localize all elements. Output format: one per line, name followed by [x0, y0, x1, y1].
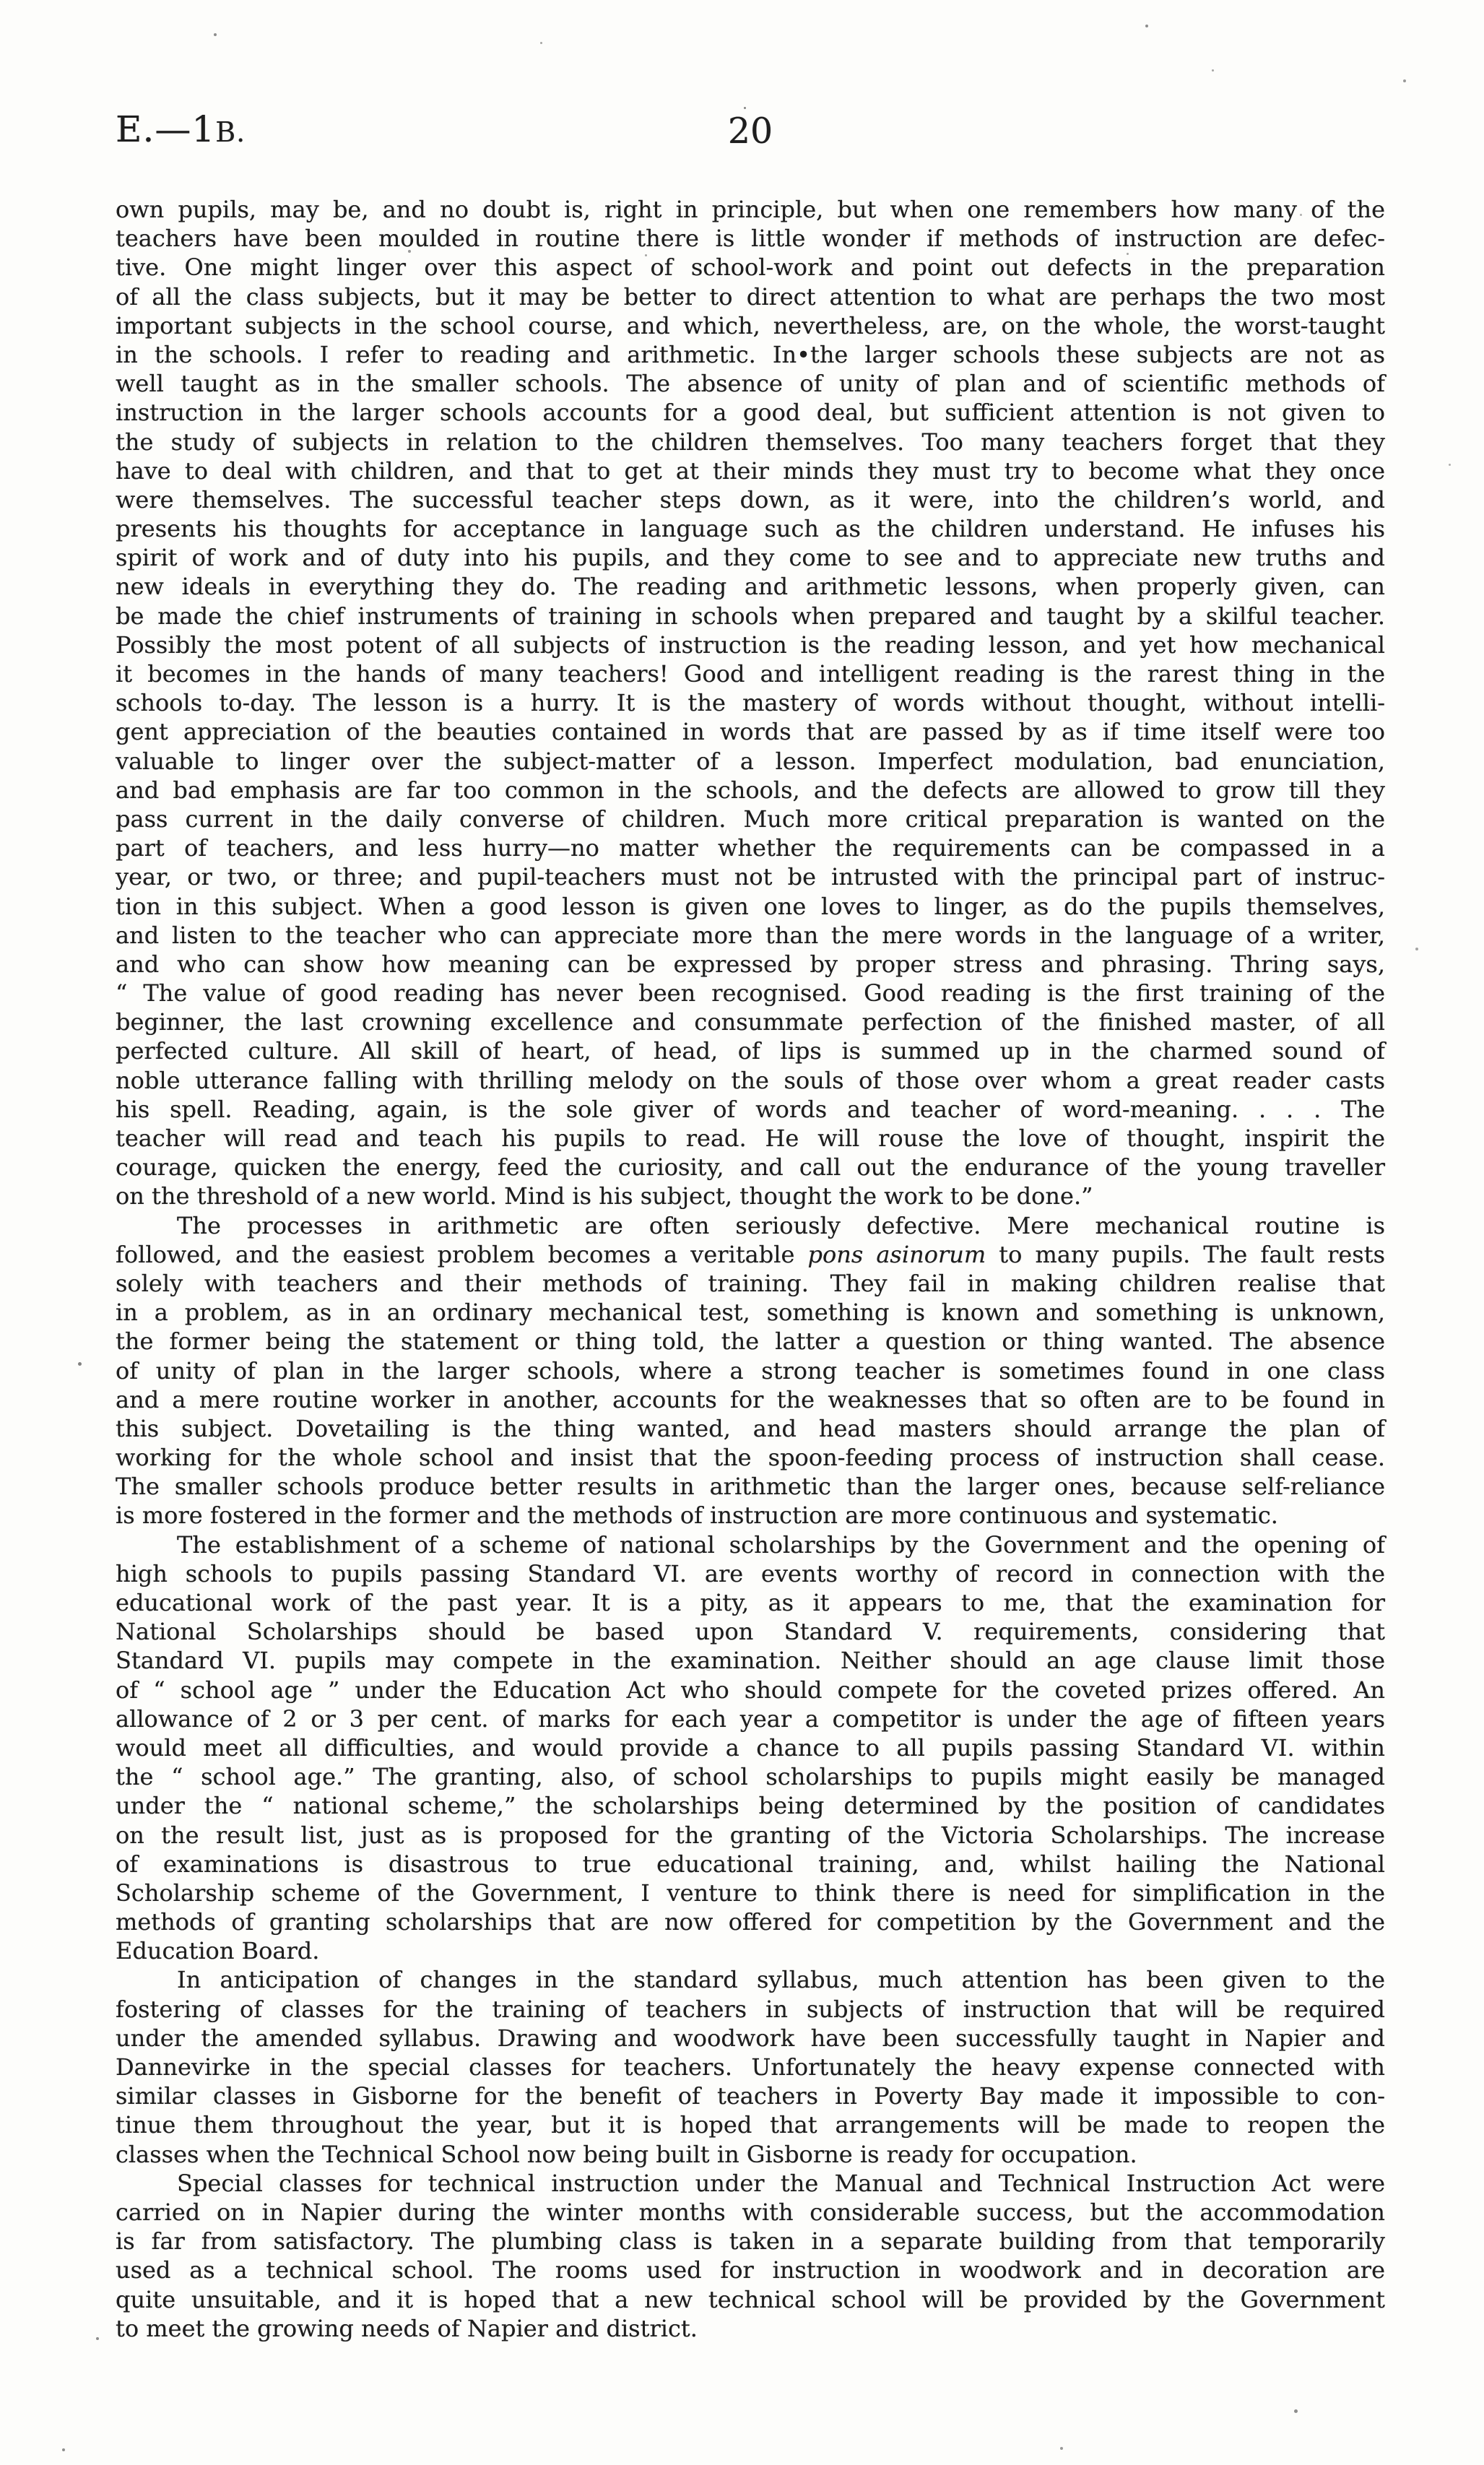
text-line: working for the whole school and insist that the spoon-feeding process of instruction shall cease.: [116, 1444, 1385, 1472]
text-line: National Scholarships should be based upon Standard V. requirements, considering that: [116, 1618, 1385, 1646]
text-line: The establishment of a scheme of national scholarships by the Government and the opening of: [177, 1530, 1385, 1559]
series-code-main: E.—1: [116, 108, 216, 150]
text-line: under the “ national scheme,” the scholarships being determined by the position of candidates: [116, 1792, 1385, 1820]
text-line: this subject. Dovetailing is the thing wanted, and head masters should arrange the plan of: [116, 1414, 1385, 1442]
text-line: quite unsuitable, and it is hoped that a new technical school will be provided by the Government: [116, 2285, 1385, 2313]
scan-speck: [645, 254, 647, 256]
text-line: schools to-day. The lesson is a hurry. It is the mastery of words without thought, without intelli-: [116, 689, 1385, 717]
text-line: the study of subjects in relation to the children themselves. Too many teachers forget that they: [116, 428, 1385, 456]
text-line: The smaller schools produce better results in arithmetic than the larger ones, because self-reliance: [116, 1473, 1385, 1501]
text-line: used as a technical school. The rooms used for instruction in woodwork and in decoration are: [116, 2256, 1385, 2284]
text-line: to meet the growing needs of Napier and district.: [116, 2314, 698, 2342]
italic-phrase: pons asinorum: [807, 1240, 986, 1268]
text-line: on the threshold of a new world. Mind is his subject, thought the work to be done.”: [116, 1182, 1093, 1210]
scan-speck: [1060, 2447, 1063, 2450]
text-line: spirit of work and of duty into his pupils, and they come to see and to appreciate new truths and: [116, 544, 1385, 572]
text-line: allowance of 2 or 3 per cent. of marks for each year a competitor is under the age of fifteen years: [116, 1704, 1385, 1733]
text-line: “ The value of good reading has never been recognised. Good reading is the first training of the: [116, 979, 1385, 1008]
text-line: is far from satisfactory. The plumbing class is taken in a separate building from that temporarily: [116, 2227, 1385, 2256]
text-line: solely with teachers and their methods of training. They fail in making children realise that: [116, 1269, 1385, 1297]
text-line: Dannevirke in the special classes for teachers. Unfortunately the heavy expense connected with: [116, 2053, 1385, 2081]
text-line: own pupils, may be, and no doubt is, right in principle, but when one remembers how many of the: [116, 196, 1385, 223]
text-line: under the amended syllabus. Drawing and woodwork have been successfully taught in Napier and: [116, 2024, 1385, 2052]
scan-speck: [62, 2448, 65, 2451]
text-line: his spell. Reading, again, is the sole giver of words and teacher of word-meaning. . . . The: [116, 1095, 1385, 1123]
text-line: Special classes for technical instruction under the Manual and Technical Instruction Act were: [177, 2169, 1385, 2197]
text-line: tion in this subject. When a good lesson is given one loves to linger, as do the pupils themselves,: [116, 892, 1385, 920]
text-line: teachers have been moulded in routine there is little wonder if methods of instruction are defec-: [116, 225, 1385, 253]
text-line: well taught as in the smaller schools. The absence of unity of plan and of scientific methods of: [116, 370, 1385, 398]
text-line: valuable to linger over the subject-matter of a lesson. Imperfect modulation, bad enunciation,: [116, 747, 1385, 775]
text-line: instruction in the larger schools accounts for a good deal, but sufficient attention is not given to: [116, 399, 1385, 427]
paragraph: [116, 2169, 1385, 2343]
scan-speck: [878, 246, 881, 248]
scan-speck: [1449, 464, 1451, 466]
paragraph: [116, 1211, 1385, 1530]
text-line: classes when the Technical School now being built in Gisborne is ready for occupation.: [116, 2140, 1137, 2168]
text-line: and a mere routine worker in another, accounts for the weaknesses that so often are to be found in: [116, 1385, 1385, 1413]
scan-speck: [1145, 25, 1148, 27]
text-line: Standard VI. pupils may compete in the examination. Neither should an age clause limit those: [116, 1647, 1385, 1675]
text-line: perfected culture. All skill of heart, of head, of lips is summed up in the charmed sound of: [116, 1037, 1385, 1065]
text-line: In anticipation of changes in the standard syllabus, much attention has been given to the: [177, 1966, 1385, 1994]
scan-speck: [78, 1362, 82, 1366]
text-line: tinue them throughout the year, but it is hoped that arrangements will be made to reopen the: [116, 2111, 1385, 2139]
scan-speck: [96, 2337, 99, 2340]
series-code-suffix: B.: [215, 116, 246, 148]
text-line: The processes in arithmetic are often seriously defective. Mere mechanical routine is: [177, 1211, 1385, 1239]
text-line: beginner, the last crowning excellence and consummate perfection of the finished master, of all: [116, 1008, 1385, 1036]
page-text: [116, 195, 1385, 2343]
text-line: in the schools. I refer to reading and arithmetic. In•the larger schools these subjects are not as: [116, 340, 1385, 368]
text-line: educational work of the past year. It is a pity, as it appears to me, that the examination for: [116, 1589, 1385, 1616]
text-line: the former being the statement or thing told, the latter a question or thing wanted. The absence: [116, 1327, 1385, 1356]
text-line: of all the class subjects, but it may be better to direct attention to what are perhaps the two most: [116, 282, 1385, 311]
text-line: year, or two, or three; and pupil-teachers must not be intrusted with the principal part of instruc-: [116, 863, 1385, 891]
text-line: of “ school age ” under the Education Act who should compete for the coveted prizes offered. An: [116, 1676, 1385, 1704]
text-line: new ideals in everything they do. The reading and arithmetic lessons, when properly given, can: [116, 573, 1385, 601]
text-line: noble utterance falling with thrilling melody on the souls of those over whom a great reader casts: [116, 1066, 1385, 1094]
scan-speck: [744, 107, 746, 109]
text-line: presents his thoughts for acceptance in language such as the children understand. He infuses his: [116, 515, 1385, 543]
paragraph: [116, 1530, 1385, 1966]
scan-speck: [1212, 69, 1214, 72]
paragraph: [116, 1965, 1385, 2168]
text-line: important subjects in the school course, and which, nevertheless, are, on the whole, the worst-taught: [116, 311, 1385, 339]
text-line: part of teachers, and less hurry—no matter whether the requirements can be compassed in a: [116, 834, 1385, 862]
text-line: of unity of plan in the larger schools, where a strong teacher is sometimes found in one class: [116, 1356, 1385, 1385]
text-line: in a problem, as in an ordinary mechanical test, something is known and something is unknown,: [116, 1299, 1385, 1327]
scan-speck: [408, 250, 411, 253]
text-line: have to deal with children, and that to get at their minds they must try to become what they once: [116, 456, 1385, 485]
text-line: gent appreciation of the beauties contained in words that are passed by as if time itself were too: [116, 718, 1385, 746]
text-line: and listen to the teacher who can appreciate more than the mere words in the language of a writer,: [116, 921, 1385, 949]
paragraph: [116, 195, 1385, 1211]
text-line: it becomes in the hands of many teachers! Good and intelligent reading is the rarest thing in the: [116, 660, 1385, 688]
scan-speck: [1403, 79, 1406, 82]
text-line: carried on in Napier during the winter months with considerable success, but the accommodation: [116, 2198, 1385, 2226]
scan-speck: [540, 42, 542, 44]
scan-speck: [214, 33, 217, 36]
scan-speck: [1127, 253, 1129, 255]
text-line: teacher will read and teach his pupils to read. He will rouse the love of thought, inspirit the: [116, 1125, 1385, 1152]
text-line: Scholarship scheme of the Government, I venture to think there is need for simplification in the: [116, 1879, 1385, 1907]
scan-speck: [1294, 2409, 1298, 2413]
text-line: is more fostered in the former and the methods of instruction are more continuous and systematic.: [116, 1502, 1278, 1530]
text-line: Education Board.: [116, 1937, 320, 1965]
text-line: would meet all difficulties, and would provide a chance to all pupils passing Standard VI. within: [116, 1733, 1385, 1762]
text-line: courage, quicken the energy, feed the curiosity, and call out the endurance of the young traveller: [116, 1153, 1385, 1182]
text-line: on the result list, just as is proposed for the granting of the Victoria Scholarships. The increase: [116, 1821, 1385, 1849]
text-line: of examinations is disastrous to true educational training, and, whilst hailing the National: [116, 1850, 1385, 1878]
text-line: and bad emphasis are far too common in the schools, and the defects are allowed to grow till they: [116, 776, 1385, 804]
text-line: were themselves. The successful teacher steps down, as it were, into the children’s world, and: [116, 485, 1385, 514]
text-line: followed, and the easiest problem becomes a veritable pons asinorum to many pupils. The fault rests: [116, 1240, 1386, 1268]
text-line: Possibly the most potent of all subjects of instruction is the reading lesson, and yet how mechanical: [116, 631, 1385, 659]
text-line: high schools to pupils passing Standard VI. are events worthy of record in connection with the: [116, 1559, 1385, 1587]
text-line: tive. One might linger over this aspect of school-work and point out defects in the preparation: [116, 254, 1385, 282]
text-line: be made the chief instruments of training in schools when prepared and taught by a skilful teacher.: [116, 602, 1385, 630]
text-line: fostering of classes for the training of teachers in subjects of instruction that will be required: [116, 1995, 1385, 2023]
text-line: methods of granting scholarships that are now offered for competition by the Government and the: [116, 1908, 1385, 1936]
scan-speck: [1415, 948, 1418, 950]
text-line: similar classes in Gisborne for the benefit of teachers in Poverty Bay made it impossible to con-: [116, 2082, 1385, 2110]
page-number: 20: [727, 111, 773, 152]
text-line: and who can show how meaning can be expressed by proper stress and phrasing. Thring says,: [116, 950, 1385, 978]
scan-speck: [1300, 214, 1302, 216]
text-line: pass current in the daily converse of children. Much more critical preparation is wanted on the: [116, 805, 1385, 833]
text-line: the “ school age.” The granting, also, of school scholarships to pupils might easily be managed: [116, 1763, 1385, 1791]
